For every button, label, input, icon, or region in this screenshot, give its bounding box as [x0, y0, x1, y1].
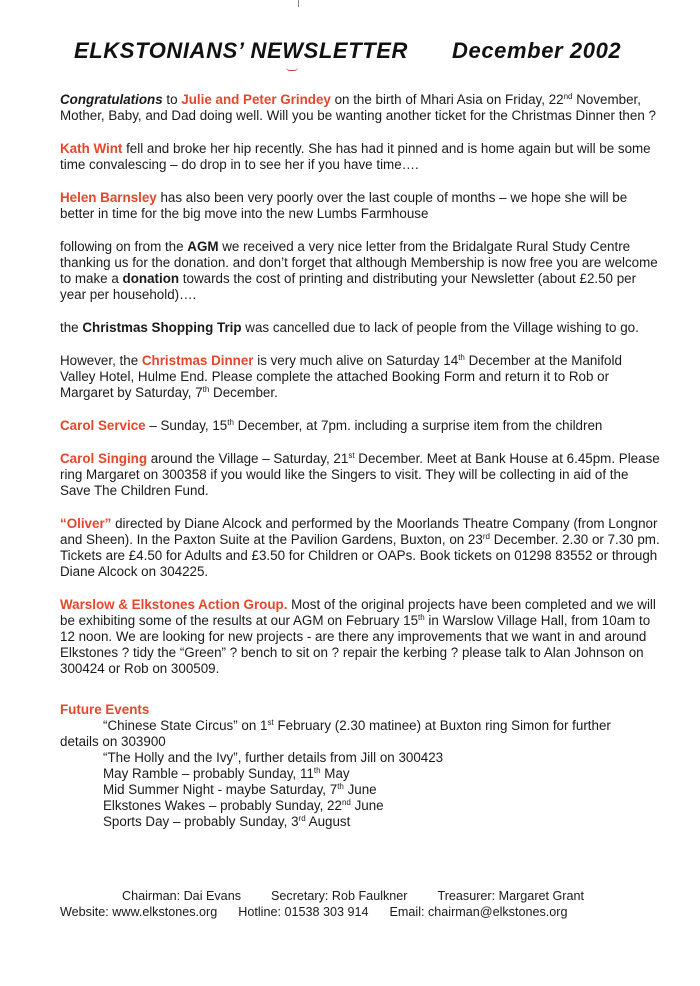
item-carol-service: Carol Service – Sunday, 15th December, at 7pm. including a surprise item from the children	[60, 418, 603, 433]
footer-treasurer: Treasurer: Margaret Grant	[437, 889, 585, 903]
masthead	[74, 38, 644, 64]
event-circus: “Chinese State Circus” on 1st February (2.30 matinee) at Buxton ring Simon for further	[103, 718, 611, 733]
event-circus-continued: details on 303900	[60, 734, 166, 749]
future-events-section	[60, 702, 660, 830]
item-agm-donation: following on from the AGM we received a very nice letter from the Bridalgate Rural Study Centre thanking us for the donation. and don’t forget that although Membership is now free you are welcome to make a donation towards the cost of printing and distributing your Newsletter (about £2.50 per year per household)….	[60, 239, 658, 302]
item-grindey-birth: Congratulations to Julie and Peter Grindey on the birth of Mhari Asia on Friday, 22nd November, Mother, Baby, and Dad doing well. Will you be wanting another ticket for the Christmas Dinner then ?	[60, 92, 656, 123]
footer-hotline: Hotline: 01538 303 914	[238, 905, 369, 919]
footer-chairman: Chairman: Dai Evans	[122, 889, 241, 903]
footer-secretary: Secretary: Rob Faulkner	[271, 889, 408, 903]
footer-officers	[122, 888, 584, 904]
newsletter-date: December 2002	[452, 38, 622, 63]
oliver-label: “Oliver”	[60, 516, 112, 531]
scan-mark	[298, 0, 299, 7]
event-may-ramble: May Ramble – probably Sunday, 11th May	[103, 766, 350, 781]
footer-website: Website: www.elkstones.org	[60, 905, 218, 919]
newsletter-body	[60, 92, 660, 830]
event-holly-ivy: “The Holly and the Ivy”, further details from Jill on 300423	[103, 750, 444, 765]
kath-wint-name: Kath Wint	[60, 141, 123, 156]
future-events-heading: Future Events	[60, 702, 150, 717]
event-wakes: Elkstones Wakes – probably Sunday, 22nd June	[103, 798, 384, 813]
event-mid-summer: Mid Summer Night - maybe Saturday, 7th June	[103, 782, 377, 797]
carol-service-label: Carol Service	[60, 418, 146, 433]
action-group-label: Warslow & Elkstones Action Group.	[60, 597, 288, 612]
carol-singing-label: Carol Singing	[60, 451, 148, 466]
donation-label: donation	[122, 271, 180, 286]
helen-barnsley-name: Helen Barnsley	[60, 190, 157, 205]
grindey-names: Julie and Peter Grindey	[181, 92, 331, 107]
item-helen-barnsley: Helen Barnsley has also been very poorly over the last couple of months – we hope she will be better in time for the big move into the new Lumbs Farmhouse	[60, 190, 628, 221]
item-carol-singing: Carol Singing around the Village – Saturday, 21st December. Meet at Bank House at 6.45pm. Please ring Margaret on 300358 if you would like the Singers to visit. They will be collecting in aid of the Save The Children Fund.	[60, 451, 660, 498]
agm-label: AGM	[187, 239, 219, 254]
christmas-dinner-label: Christmas Dinner	[141, 353, 254, 368]
item-shopping-trip: the Christmas Shopping Trip was cancelled due to lack of people from the Village wishing to go.	[60, 320, 639, 335]
shopping-trip-label: Christmas Shopping Trip	[82, 320, 242, 335]
footer-contacts	[60, 904, 568, 920]
red-pen-mark	[286, 67, 298, 71]
newsletter-title: ELKSTONIANS’ NEWSLETTER	[74, 38, 409, 63]
item-kath-wint: Kath Wint fell and broke her hip recently. She has had it pinned and is home again but will be some time convalescing – do drop in to see her if you have time….	[60, 141, 651, 172]
congratulations-lead: Congratulations	[60, 92, 163, 107]
event-sports-day: Sports Day – probably Sunday, 3rd August	[103, 814, 351, 829]
item-action-group: Warslow & Elkstones Action Group. Most of the original projects have been completed and we will be exhibiting some of the results at our AGM on February 15th in Warslow Village Hall, from 10am to 12 noon. We are looking for new projects - are there any improvements that we want in and around Elkstones ? tidy the “Green” ? bench to sit on ? repair the kerbing ? please talk to Alan Johnson on 300424 or Rob on 300509.	[60, 597, 656, 676]
item-christmas-dinner: However, the Christmas Dinner is very much alive on Saturday 14th December at the Manifold Valley Hotel, Hulme End. Please complete the attached Booking Form and return it to Rob or Margaret by Saturday, 7th December.	[60, 353, 622, 400]
item-oliver: “Oliver” directed by Diane Alcock and performed by the Moorlands Theatre Company (from Longnor and Sheen). In the Paxton Suite at the Pavilion Gardens, Buxton, on 23rd December. 2.30 or 7.30 pm. Tickets are £4.50 for Adults and £3.50 for Children or OAPs. Book tickets on 01298 83552 or through Diane Alcock on 304225.	[60, 516, 660, 579]
footer-email: Email: chairman@elkstones.org	[389, 905, 568, 919]
